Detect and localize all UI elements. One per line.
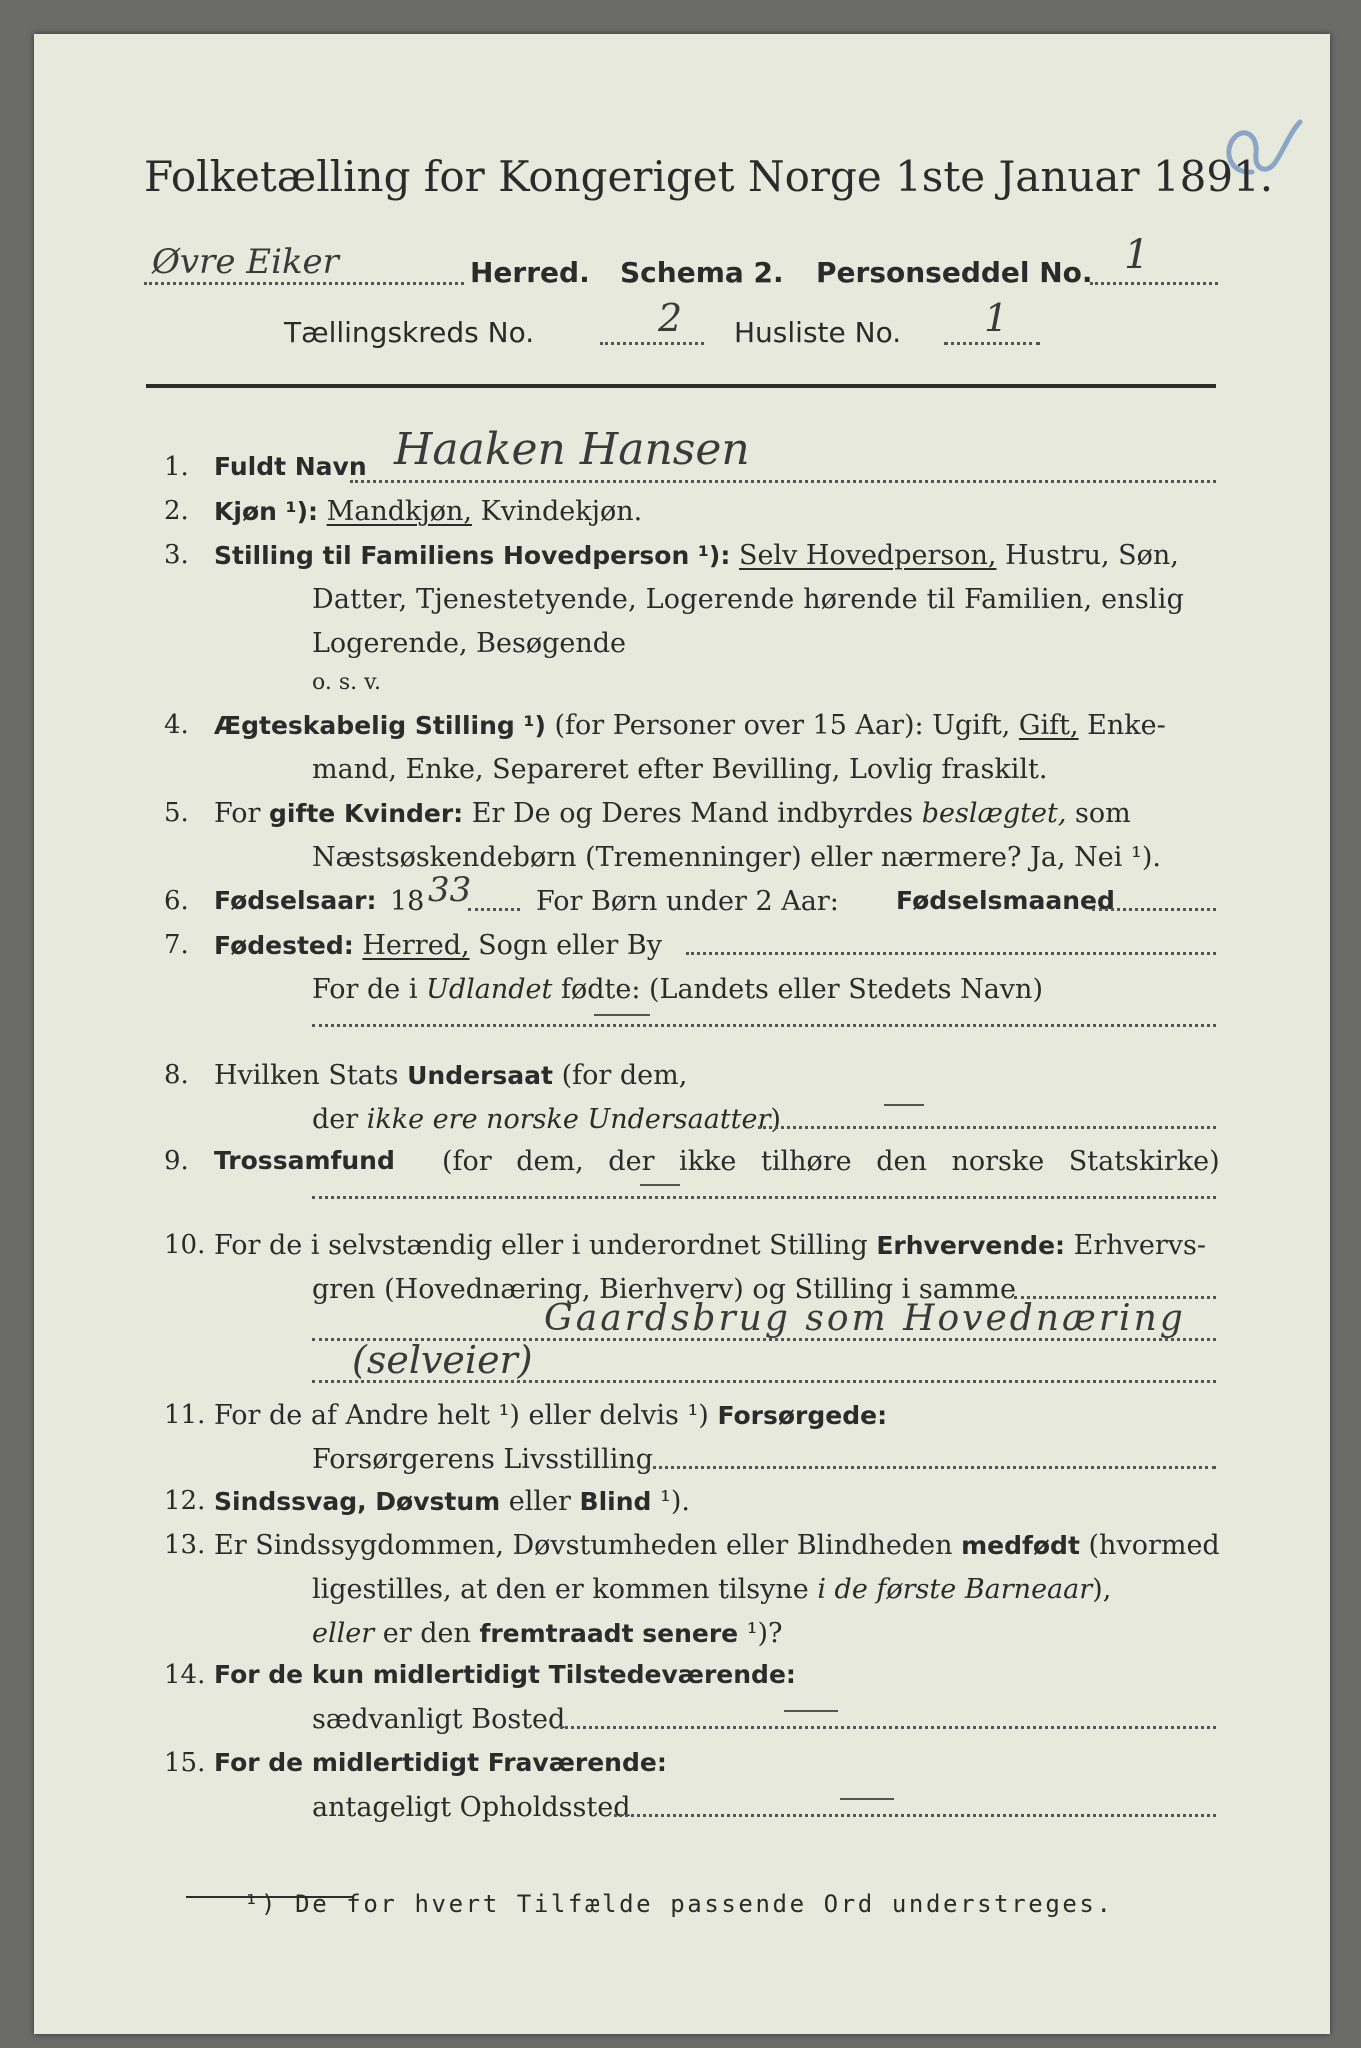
sex-option-female: Kvindekjøn.: [480, 496, 643, 527]
herred-handwritten: Øvre Eiker: [152, 242, 339, 282]
disability-note: ¹).: [651, 1486, 690, 1517]
form-title: Folketælling for Kongeriget Norge 1ste Januar 1891.: [144, 152, 1274, 201]
birthplace-abroad-a: For de i: [312, 974, 418, 1005]
temp-present-label: For de kun midlertidigt Tilstedeværende:: [214, 1660, 796, 1689]
related-som: som: [1075, 798, 1131, 829]
temp-absent-residence: antageligt Opholdssted: [312, 1792, 631, 1823]
occupation-c: Erhvervs-: [1073, 1230, 1207, 1261]
family-position-line2: Datter, Tjenestetyende, Logerende hørende til Familien, enslig: [312, 584, 1185, 615]
census-form-sheet: [34, 34, 1330, 2034]
occupation-erhvervende: Erhvervende:: [876, 1231, 1066, 1260]
item-number-9: 9.: [164, 1146, 189, 1176]
temp-present-residence: sædvanligt Bosted: [312, 1704, 566, 1735]
husliste-value: 1: [984, 296, 1009, 340]
footnote: ¹) De for hvert Tilfælde passende Ord understreges.: [244, 1890, 1114, 1918]
birth-year-prefix: 18: [390, 886, 425, 917]
citizenship-c: (for dem,: [561, 1060, 688, 1091]
family-position-line3: Logerende, Besøgende: [312, 628, 626, 659]
congenital-l3b: er den: [382, 1618, 471, 1649]
citizenship-foreign: ikke ere norske Undersaatter: [366, 1104, 771, 1135]
kreds-label: Tællingskreds No.: [284, 316, 535, 349]
family-position-rest: Hustru, Søn,: [1005, 540, 1179, 571]
citizenship-paren: ): [770, 1104, 781, 1135]
sex-option-male: Mandkjøn,: [326, 496, 472, 527]
birth-year-value: 33: [428, 870, 472, 910]
birthplace-abroad-dash: [594, 1014, 650, 1016]
birthplace-line2: [312, 974, 1043, 1005]
citizenship-der: der: [312, 1104, 359, 1135]
item-number-8: 8.: [164, 1060, 189, 1090]
birthplace-rest: Sogn eller By: [478, 930, 662, 961]
item-number-7: 7.: [164, 930, 189, 960]
kreds-dotted-line: [600, 342, 704, 345]
schema-label: Schema 2.: [620, 256, 784, 289]
sex-line: [214, 496, 642, 527]
personseddel-label: Personseddel No.: [816, 256, 1093, 289]
item-number-14: 14.: [164, 1660, 206, 1690]
congenital-line3: [312, 1618, 783, 1649]
birthplace-line1: [214, 930, 662, 961]
item-number-10: 10.: [164, 1230, 206, 1260]
related-line1: [214, 798, 1131, 829]
congenital-line1: [214, 1530, 1220, 1561]
supported-a: For de af Andre helt ¹) eller delvis ¹): [214, 1400, 709, 1431]
related-line2: Næstsøskendebørn (Tremenninger) eller nærmere? Ja, Nei ¹).: [312, 842, 1161, 873]
disability-eller: eller: [508, 1486, 571, 1517]
congenital-l2a: ligestilles, at den er kommen tilsyne: [312, 1574, 809, 1605]
herred-label: Herred.: [470, 256, 590, 289]
related-beslaegtet: beslægtet,: [921, 798, 1067, 829]
disability-a: Sindssvag, Døvstum: [214, 1487, 501, 1516]
marital-status-end: Enke-: [1087, 710, 1166, 741]
occupation-line2: gren (Hovednæring, Bierhverv) og Stilling i samme: [312, 1274, 1017, 1305]
marital-status-line1: [214, 710, 1166, 741]
occupation-dotted-line-2: [312, 1380, 1216, 1383]
temp-absent-dash: [840, 1798, 894, 1800]
congenital-l3c: fremtraadt senere: [479, 1619, 739, 1648]
temp-absent-label: For de midlertidigt Fraværende:: [214, 1748, 667, 1777]
citizenship-undersaat: Undersaat: [407, 1061, 553, 1090]
congenital-c: (hvormed: [1088, 1530, 1220, 1561]
occupation-value-2: (selveier): [352, 1338, 533, 1382]
congenital-line2: [312, 1574, 1111, 1605]
birthplace-dotted-line: [686, 952, 1216, 955]
congenital-eller: eller: [312, 1618, 375, 1649]
religion-dotted-line: [312, 1196, 1216, 1199]
family-position-selected: Selv Hovedperson,: [738, 540, 997, 571]
occupation-a: For de i selvstændig eller i underordnet Stilling: [214, 1230, 868, 1261]
full-name-label: Fuldt Navn: [214, 452, 367, 481]
temp-present-dash: [784, 1710, 838, 1712]
temp-present-dotted-line: [560, 1726, 1216, 1729]
congenital-l2c: ),: [1092, 1574, 1112, 1605]
item-number-4: 4.: [164, 710, 189, 740]
citizenship-dash: [884, 1104, 924, 1106]
item-number-12: 12.: [164, 1486, 206, 1516]
item-number-15: 15.: [164, 1748, 206, 1778]
religion-label: Trossamfund: [214, 1146, 395, 1175]
header-divider: [146, 384, 1216, 388]
birthplace-abroad-c: fødte: (Landets eller Stedets Navn): [560, 974, 1043, 1005]
family-position-line4: o. s. v.: [312, 670, 381, 695]
family-position-label: Stilling til Familiens Hovedperson ¹):: [214, 541, 731, 570]
congenital-l2b: i de første Barneaar: [817, 1574, 1093, 1605]
kreds-value: 2: [658, 296, 683, 340]
sex-label: Kjøn ¹):: [214, 497, 318, 526]
marital-status-selected: Gift,: [1018, 710, 1079, 741]
citizenship-line2: [312, 1104, 781, 1135]
item-number-6: 6.: [164, 886, 189, 916]
birth-month-label: Fødselsmaaned: [896, 886, 1115, 915]
marital-status-line2: mand, Enke, Separeret efter Bevilling, Lovlig fraskilt.: [312, 754, 1048, 785]
item-number-5: 5.: [164, 798, 189, 828]
disability-blind: Blind: [579, 1487, 652, 1516]
husliste-label: Husliste No.: [734, 316, 902, 349]
birth-year-label: Fødselsaar:: [214, 886, 377, 915]
supported-line2: Forsørgerens Livsstilling: [312, 1444, 654, 1475]
item-number-3: 3.: [164, 540, 189, 570]
husliste-dotted-line: [944, 342, 1040, 345]
birth-month-child-text: For Børn under 2 Aar:: [536, 886, 839, 917]
personseddel-value: 1: [1124, 232, 1150, 278]
occupation-value-1: Gaardsbrug som Hovednæring: [544, 1298, 1186, 1339]
supported-dotted-line: [646, 1466, 1216, 1469]
birth-month-dotted-line: [1092, 908, 1216, 911]
related-married-women: gifte Kvinder:: [269, 799, 464, 828]
birth-year-dotted-line: [468, 908, 520, 911]
congenital-a: Er Sindssygdommen, Døvstumheden eller Blindheden: [214, 1530, 953, 1561]
religion-dash: [640, 1184, 680, 1186]
related-for: For: [214, 798, 261, 829]
temp-absent-dotted-line: [614, 1814, 1216, 1817]
personseddel-dotted-line: [1090, 282, 1218, 285]
item-number-11: 11.: [164, 1400, 206, 1430]
congenital-l3d: ¹)?: [738, 1618, 783, 1649]
birthplace-abroad-dotted-line: [312, 1024, 1216, 1027]
disability-line: [214, 1486, 690, 1517]
family-position-line1: [214, 540, 1179, 571]
full-name-dotted-line: [350, 480, 1216, 483]
religion-text: (for dem, der ikke tilhøre den norske Statskirke): [442, 1146, 1220, 1177]
supported-line1: [214, 1400, 887, 1431]
citizenship-dotted-line: [758, 1126, 1216, 1129]
full-name-value: Haaken Hansen: [394, 424, 750, 475]
birthplace-selected: Herred,: [362, 930, 470, 961]
marital-status-text: (for Personer over 15 Aar): Ugift,: [554, 710, 1011, 741]
herred-dotted-line: [144, 282, 464, 285]
supported-label: Forsørgede:: [717, 1401, 888, 1430]
marital-status-label: Ægteskabelig Stilling ¹): [214, 711, 546, 740]
citizenship-line1: [214, 1060, 687, 1091]
citizenship-a: Hvilken Stats: [214, 1060, 399, 1091]
occupation-line1: [214, 1230, 1206, 1261]
congenital-medfodt: medfødt: [961, 1531, 1080, 1560]
related-question: Er De og Deres Mand indbyrdes: [471, 798, 914, 829]
birthplace-abroad-b: Udlandet: [426, 974, 553, 1005]
item-number-2: 2.: [164, 496, 189, 526]
item-number-13: 13.: [164, 1530, 206, 1560]
item-number-1: 1.: [164, 452, 189, 482]
birthplace-label: Fødested:: [214, 931, 354, 960]
